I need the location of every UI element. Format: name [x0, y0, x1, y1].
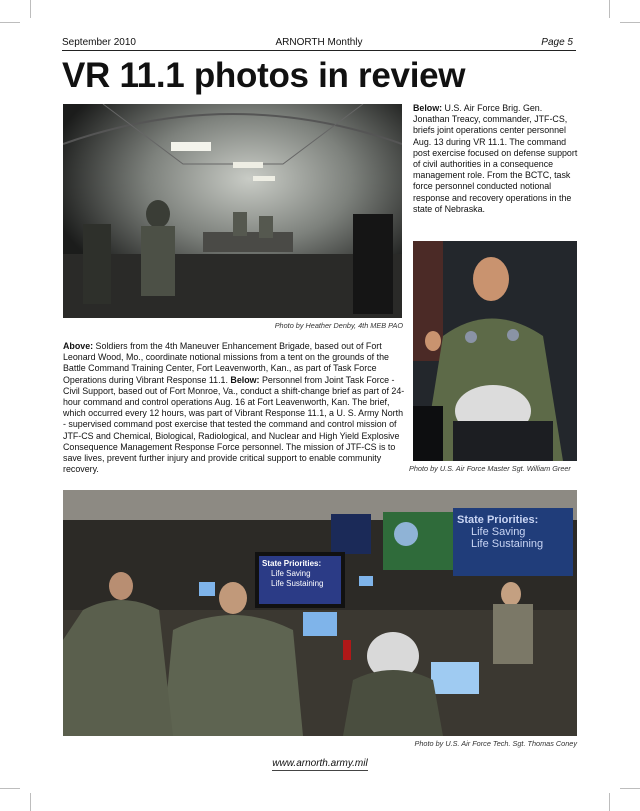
caption-below-text: Personnel from Joint Task Force - Civil Support, based out of Fort Monroe, Va., conduct a shift-change brief as part of 24-hour command and control operations Aug. 16 at Fort Leavenworth, Kan. The brief, which occurred every 12 hours, was part of Vibrant Response 11.1, a U. S. Army North - supervised command post exercise that tested the command and control mission of JTF-CS and Chemical, Biological, Radiological, and Nuclear and High Yield Explosive Consequence Management Response Force personnel. The mission of JTF-CS is to save lives, prevent further injury and provide critical support to enable community recovery.	[63, 374, 405, 475]
caption-above-label: Above:	[63, 341, 94, 351]
photo-general-briefing-graphic	[413, 241, 577, 461]
caption-main	[63, 341, 405, 475]
header-page-number: Page 5	[541, 37, 573, 48]
photo-tent-operations-graphic	[63, 104, 402, 318]
photo-tent-operations	[63, 104, 402, 318]
page-header	[62, 37, 576, 51]
header-publication: ARNORTH Monthly	[275, 37, 363, 48]
photo-command-center	[63, 490, 577, 736]
caption-above-text: Soldiers from the 4th Maneuver Enhancement Brigade, based out of Fort Leonard Wood, Mo., coordinate notional missions from a tent on the grounds of the Battle Command Training Center, Fort Leavenworth, Kan., as part of Task Force Operations during Vibrant Response 11.1.	[63, 341, 389, 385]
caption-below-top	[413, 103, 578, 215]
crop-mark	[30, 0, 31, 18]
caption-below-label: Below:	[230, 374, 260, 385]
crop-mark	[620, 22, 640, 23]
wall-screen-state-priorities	[453, 512, 573, 572]
crop-mark	[0, 22, 20, 23]
page-footer	[0, 758, 640, 769]
monitor-line1: Life Saving	[271, 569, 311, 578]
monitor-state-priorities	[259, 556, 341, 604]
caption-text: U.S. Air Force Brig. Gen. Jonathan Treacy, commander, JTF-CS, briefs joint operations center personnel Aug. 13 during VR 11.1. The command post exercise focused on defense support of civil authorities in a consequence management role. From the BCTC, task force personnel conducted notional response and recovery operations in the state of Nebraska.	[413, 103, 578, 214]
crop-mark	[30, 793, 31, 811]
wall-screen-line2: Life Sustaining	[471, 538, 544, 550]
photo-general-briefing	[413, 241, 577, 461]
crop-mark	[620, 788, 640, 789]
monitor-title: State Priorities:	[262, 559, 322, 568]
wall-screen-title: State Priorities:	[457, 514, 539, 526]
header-date: September 2010	[62, 37, 136, 48]
header-rule	[62, 50, 576, 51]
photo-credit: Photo by Heather Denby, 4th MEB PAO	[274, 321, 403, 330]
caption-label: Below:	[413, 103, 443, 113]
crop-mark	[609, 793, 610, 811]
photo-credit: Photo by U.S. Air Force Tech. Sgt. Thomas Coney	[414, 739, 577, 748]
page-title: VR 11.1 photos in review	[62, 56, 466, 95]
footer-url[interactable]: www.arnorth.army.mil	[272, 758, 368, 769]
photo-credit: Photo by U.S. Air Force Master Sgt. William Greer	[409, 464, 571, 473]
wall-screen-line1: Life Saving	[471, 526, 526, 538]
crop-mark	[609, 0, 610, 18]
monitor-line2: Life Sustaining	[271, 579, 324, 588]
crop-mark	[0, 788, 20, 789]
